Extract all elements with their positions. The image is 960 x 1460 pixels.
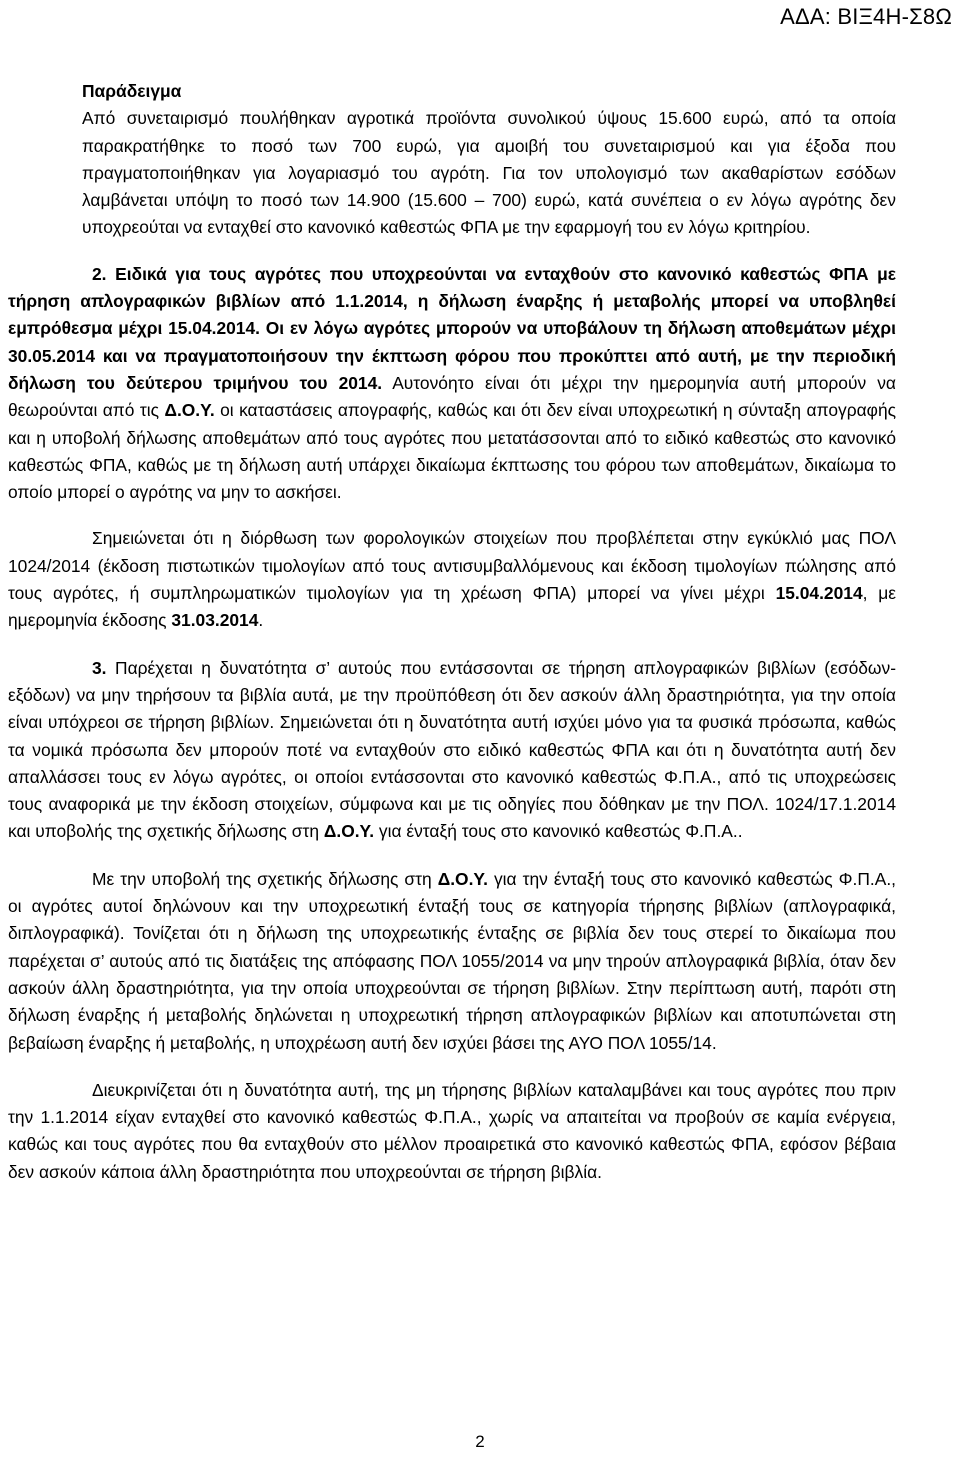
section-2-normal-text-2: οι καταστάσεις απογραφής, καθώς και ότι δεν είναι υποχρεωτική η σύνταξη απογραφής και η υποβολή δήλωσης αποθεμάτων από τους αγρότες που μετατάσσονται από το ειδικό καθεστώς στο κανονικό καθεστώς ΦΠΑ, καθώς με τη δήλωση αυτή υπάρχει δικαίωμα έκπτωσης του φόρου των αποθεμάτων, δικαίωμα το οποίο μπορεί ο αγρότης να μην το ασκήσει. <box>8 400 896 503</box>
page-number: 2 <box>475 1432 485 1451</box>
section-3-number: 3. <box>92 657 107 678</box>
clarification-paragraph: Διευκρινίζεται ότι η δυνατότητα αυτή, της μη τήρησης βιβλίων καταλαμβάνει και τους αγρότες που πριν την 1.1.2014 είχαν ενταχθεί στο κανονικό καθεστώς Φ.Π.Α., χωρίς να απαιτείται να προβούν σε καμία ενέργεια, καθώς και τους αγρότες που θα ενταχθούν στο μέλλον προαιρετικά στο κανονικό καθεστώς ΦΠΑ, εφόσον βέβαια δεν ασκούν κάποια άλλη δραστηριότητα που υποχρεούνται σε τήρηση βιβλία. <box>8 1079 896 1182</box>
section-3-paragraph <box>8 655 896 846</box>
submission-paragraph <box>8 866 896 1057</box>
note-text-3: . <box>258 610 264 631</box>
example-block <box>8 78 896 242</box>
note-text-1: Σημειώνεται ότι η διόρθωση των φορολογικών στοιχείων που προβλέπεται στην εγκύκλιό μας ΠΟΛ 1024/2014 (έκδοση πιστωτικών τιμολογίων από τους αντισυμβαλλόμενους και έκδοση τιμολογίων πώλησης από τους αγρότες, ή συμπληρωματικών τιμολογίων για τη χρέωση ΦΠΑ) μπορεί να γίνει μέχρι <box>8 528 896 604</box>
section-2-normal-text: Αυτονόητο είναι ότι μέχρι την ημερομηνία αυτή μπορούν να θεωρούνται από τις <box>8 372 896 421</box>
section-2-number: 2. <box>92 263 107 284</box>
section-3-text-1: Παρέχεται η δυνατότητα σ’ αυτούς που εντάσσονται σε τήρηση απλογραφικών βιβλίων (εσόδων- εξόδων) να μην τηρήσουν τα βιβλία αυτά, με την προϋπόθεση ότι δεν ασκούν άλλη δραστηριότητα, για την οποία είναι υπόχρεοι σε τήρηση βιβλίων. Σημειώνεται ότι η δυνατότητα αυτή ισχύει μόνο για τα φυσικά πρόσωπα, καθώς τα νομικά πρόσωπα δεν μπορούν ποτέ να ενταχθούν στο ειδικό καθεστώς ΦΠΑ και ότι η δυνατότητα αυτή δεν απαλλάσσει τους εν λόγω αγρότες, οι οποίοι εντάσσονται στο κανονικό καθεστώς Φ.Π.Α., από τις υποχρεώσεις τους αναφορικά με την έκδοση στοιχείων, σύμφωνα και με τις οδηγίες που δόθηκαν με την ΠΟΛ. 1024/17.1.2014 και υποβολής της σχετικής δήλωσης στη <box>8 657 896 842</box>
submission-text-2: για την ένταξή τους στο κανονικό καθεστώς Φ.Π.Α., οι αγρότες αυτοί δηλώνουν και την υποχρεωτική ένταξή τους σε κατηγορία τήρησης βιβλίων (απλογραφικά, διπλογραφικά). Τονίζεται ότι η δήλωση της υποχρεωτικής ένταξης σε βιβλία δεν τους στερεί το δικαίωμα που παρέχεται σ’ αυτούς από τις διατάξεις της απόφασης ΠΟΛ 1055/2014 να μην τηρούν απλογραφικά βιβλία, όταν δεν ασκούν άλλη δραστηριότητα, για την οποία υποχρεούνται σε τήρηση βιβλίων. Στην περίπτωση αυτή, παρότι στη δήλωση έναρξης ή μεταβολής δηλώνεται η υποχρεωτική τήρηση απλογραφικών βιβλίων και αποτυπώνεται στη βεβαίωση έναρξης ή μεταβολής, η υποχρέωση αυτή δεν ισχύει βάσει της ΑΥΟ ΠΟΛ 1055/14. <box>8 868 897 1053</box>
section-2-bold-text: Ειδικά για τους αγρότες που υποχρεούνται να ενταχθούν στο κανονικό καθεστώς ΦΠΑ με τήρηση απλογραφικών βιβλίων από 1.1.2014, η δήλωση έναρξης ή μεταβολής μπορεί να υποβληθεί εμπρόθεσμα μέχρι 15.04.2014. Οι εν λόγω αγρότες μπορούν να υποβάλουν τη δήλωση αποθεμάτων μέχρι 30.05.2014 και να πραγματοποιήσουν την έκπτωση φόρου που προκύπτει από αυτή, με την περιοδική δήλωση του δεύτερου τριμήνου του 2014. <box>8 263 896 393</box>
note-text-2: , με ημερομηνία έκδοσης <box>8 583 897 631</box>
submission-doy: Δ.Ο.Υ. <box>437 868 488 889</box>
submission-text-1: Με την υποβολή της σχετικής δήλωσης στη <box>92 868 438 889</box>
section-2-paragraph <box>8 261 896 507</box>
note-date-2: 31.03.2014 <box>171 610 259 631</box>
document-content <box>8 78 896 1186</box>
note-paragraph <box>8 525 896 634</box>
ada-identifier: ΑΔΑ: ΒΙΞ4Η-Σ8Ω <box>780 4 952 29</box>
example-title: Παράδειγμα <box>82 81 182 101</box>
section-3-text-2: για ένταξή τους στο κανονικό καθεστώς Φ.Π.Α.. <box>374 821 743 842</box>
section-2-doy: Δ.Ο.Υ. <box>164 400 215 421</box>
note-date-1: 15.04.2014 <box>775 583 863 604</box>
section-3-doy: Δ.Ο.Υ. <box>323 821 375 842</box>
example-paragraph: Από συνεταιρισμό πουλήθηκαν αγροτικά προϊόντα συνολικού ύψους 15.600 ευρώ, από τα οποία παρακρατήθηκε το ποσό των 700 ευρώ, για αμοιβή του συνεταιρισμού και για έξοδα που πραγματοποιήθηκαν για λογαριασμό του αγρότη. Για τον υπολογισμό των ακαθαρίστων εσόδων λαμβάνεται υπόψη το ποσό των 14.900 (15.600 – 700) ευρώ, κατά συνέπεια ο εν λόγω αγρότης δεν υποχρεούται να ενταχθεί στο κανονικό καθεστώς ΦΠΑ με την εφαρμογή του εν λόγω κριτηρίου. <box>82 108 896 238</box>
